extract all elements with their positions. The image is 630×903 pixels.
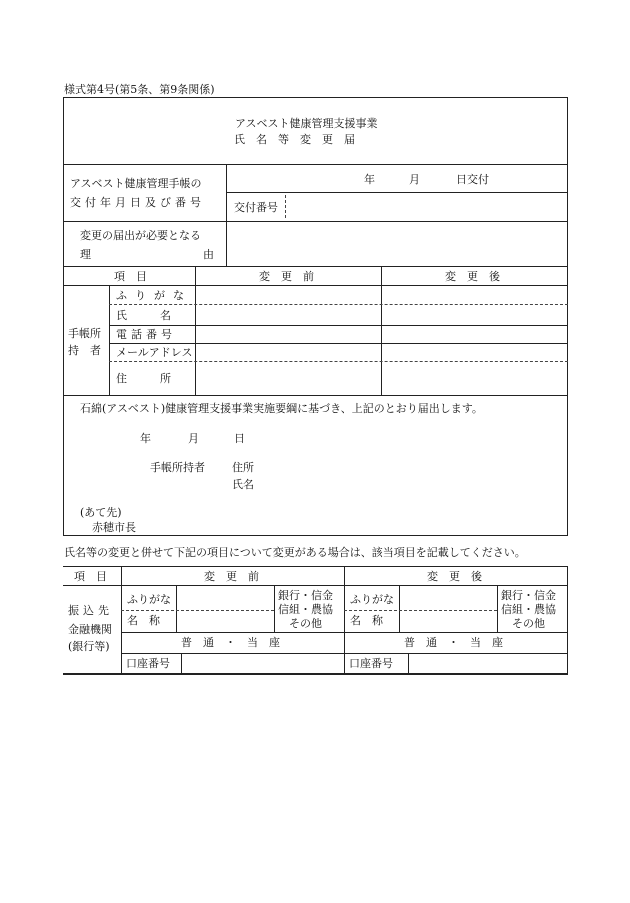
bank-note: 氏名等の変更と併せて下記の項目について変更がある場合は、該当項目を記載してください。	[64, 546, 526, 559]
bank-col-item: 項 目	[74, 570, 107, 583]
bank-col-before: 変 更 前	[204, 570, 259, 583]
bank-before-name-field[interactable]	[178, 612, 272, 631]
bank-before-type-3: その他	[289, 617, 322, 630]
reason-label-line1: 変更の届出が必要となる	[80, 229, 201, 242]
bank-after-name-field[interactable]	[401, 612, 495, 631]
bank-before-account-number-label: 口座番号	[126, 657, 170, 670]
holder-label-line2: 持 者	[68, 344, 101, 357]
furigana-before-field[interactable]	[197, 286, 380, 303]
email-after-field[interactable]	[383, 344, 566, 360]
bank-before-type-1: 銀行・信金	[278, 589, 333, 602]
name-label: 氏名	[232, 478, 254, 491]
bank-row-label-2: 金融機関	[68, 623, 112, 636]
address-after-field[interactable]	[383, 362, 566, 394]
addressee: 赤穂市長	[92, 521, 136, 534]
bank-before-furigana-label: ふりがな	[127, 593, 171, 606]
furigana-after-field[interactable]	[383, 286, 566, 303]
bank-row-label-3: (銀行等)	[68, 640, 110, 653]
bank-after-account-type[interactable]: 普 通 ・ 当 座	[404, 636, 503, 649]
bank-row-label-1: 振込先	[68, 604, 113, 617]
issue-number-label: 交付番号	[234, 201, 278, 214]
row-address: 住 所	[116, 372, 171, 385]
reason-label-line2a: 理	[80, 248, 91, 261]
bank-before-account-number-field[interactable]	[183, 655, 343, 672]
col-item: 項 目	[114, 270, 147, 283]
bank-after-type-2: 信組・農協	[501, 603, 556, 616]
bank-after-type-3: その他	[512, 617, 545, 630]
declaration-day: 日	[234, 432, 245, 445]
bank-after-account-number-label: 口座番号	[349, 657, 393, 670]
phone-after-field[interactable]	[383, 326, 566, 342]
row-email: メールアドレス	[116, 346, 193, 359]
row-furigana: ふりがな	[116, 289, 192, 302]
bank-before-account-type[interactable]: 普 通 ・ 当 座	[181, 636, 280, 649]
bank-before-name-label: 名 称	[127, 614, 160, 627]
form-number: 様式第4号(第5条、第9条関係)	[64, 83, 215, 96]
bank-after-furigana-field[interactable]	[401, 587, 495, 609]
holder-label: 手帳所持者	[150, 461, 205, 474]
address-label: 住所	[232, 461, 254, 474]
email-before-field[interactable]	[197, 344, 380, 360]
issue-month: 月	[409, 173, 420, 186]
issue-year: 年	[364, 173, 375, 186]
holder-label-line1: 手帳所	[68, 327, 101, 340]
title-line1: アスベスト健康管理支援事業	[235, 117, 378, 130]
name-before-field[interactable]	[197, 306, 380, 324]
bank-col-after: 変 更 後	[427, 570, 482, 583]
declaration-text: 石綿(アスベスト)健康管理支援事業実施要綱に基づき、上記のとおり届出します。	[80, 402, 483, 415]
col-before: 変 更 前	[259, 270, 314, 283]
reason-label-line2b: 由	[203, 248, 214, 261]
name-after-field[interactable]	[383, 306, 566, 324]
bank-before-furigana-field[interactable]	[178, 587, 272, 609]
phone-before-field[interactable]	[197, 326, 380, 342]
bank-after-name-label: 名 称	[350, 614, 383, 627]
bank-before-type-2: 信組・農協	[278, 603, 333, 616]
addressee-label: (あて先)	[80, 506, 122, 519]
issue-number-field[interactable]	[288, 194, 566, 220]
declaration-month: 月	[188, 432, 199, 445]
page-title: 氏 名 等 変 更 届	[234, 133, 355, 146]
address-before-field[interactable]	[197, 362, 380, 394]
declaration-year: 年	[140, 432, 151, 445]
bank-after-type-1: 銀行・信金	[501, 589, 556, 602]
bank-after-account-number-field[interactable]	[410, 655, 566, 672]
row-phone: 電話番号	[116, 328, 176, 341]
bank-after-furigana-label: ふりがな	[350, 593, 394, 606]
row-name: 氏 名	[116, 309, 171, 322]
issue-day: 日交付	[456, 173, 489, 186]
issue-label-line2: 交付年月日及び番号	[70, 196, 205, 209]
col-after: 変 更 後	[445, 270, 500, 283]
reason-field[interactable]	[228, 223, 566, 265]
issue-label-line1: アスベスト健康管理手帳の	[70, 177, 202, 190]
